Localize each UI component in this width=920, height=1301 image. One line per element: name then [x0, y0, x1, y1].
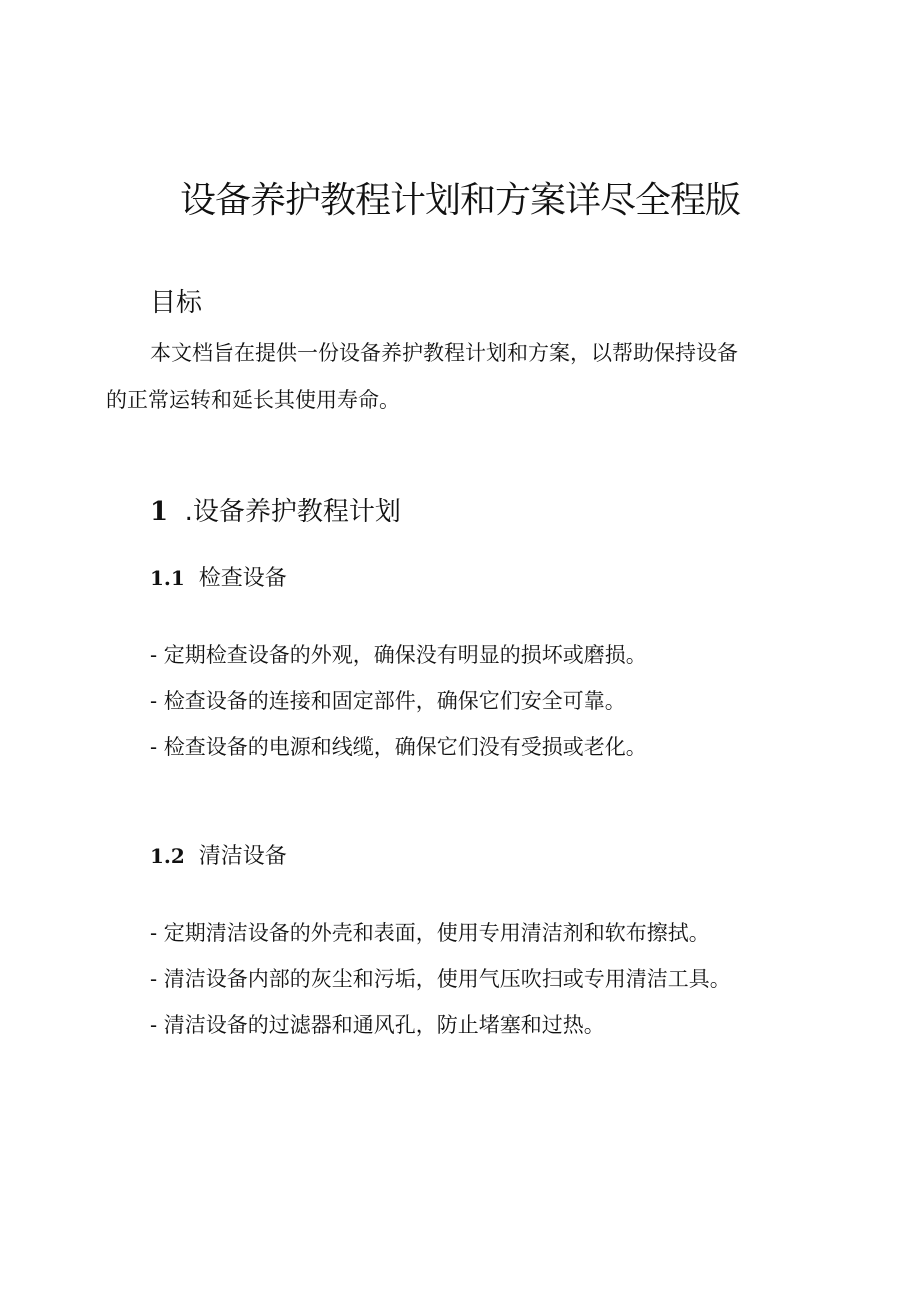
list-item: - 检查设备的电源和线缆，确保它们没有受损或老化。	[150, 735, 647, 759]
list-item: - 定期检查设备的外观，确保没有明显的损坏或磨损。	[150, 643, 647, 667]
goal-paragraph-line-2: 的正常运转和延长其使用寿命。	[106, 388, 400, 412]
section-1-number: 1	[150, 497, 169, 527]
list-item: - 清洁设备的过滤器和通风孔，防止堵塞和过热。	[150, 1013, 605, 1037]
section-1-heading	[150, 494, 401, 530]
subsection-1-2-heading	[150, 840, 287, 873]
subsection-1-1-title: 检查设备	[198, 566, 287, 591]
subsection-1-1-heading	[150, 562, 287, 595]
goal-heading: 目标	[150, 288, 203, 318]
list-item: - 定期清洁设备的外壳和表面，使用专用清洁剂和软布擦拭。	[150, 921, 710, 945]
section-1-title: .设备养护教程计划	[184, 497, 401, 527]
document-title: 设备养护教程计划和方案详尽全程版	[179, 180, 740, 221]
goal-paragraph-line-1: 本文档旨在提供一份设备养护教程计划和方案，以帮助保持设备	[150, 341, 738, 365]
list-item: - 清洁设备内部的灰尘和污垢，使用气压吹扫或专用清洁工具。	[150, 967, 731, 991]
subsection-1-2-number: 1.2	[150, 844, 185, 868]
subsection-1-1-number: 1.1	[150, 566, 185, 590]
list-item: - 检查设备的连接和固定部件，确保它们安全可靠。	[150, 689, 626, 713]
subsection-1-2-title: 清洁设备	[198, 844, 287, 869]
